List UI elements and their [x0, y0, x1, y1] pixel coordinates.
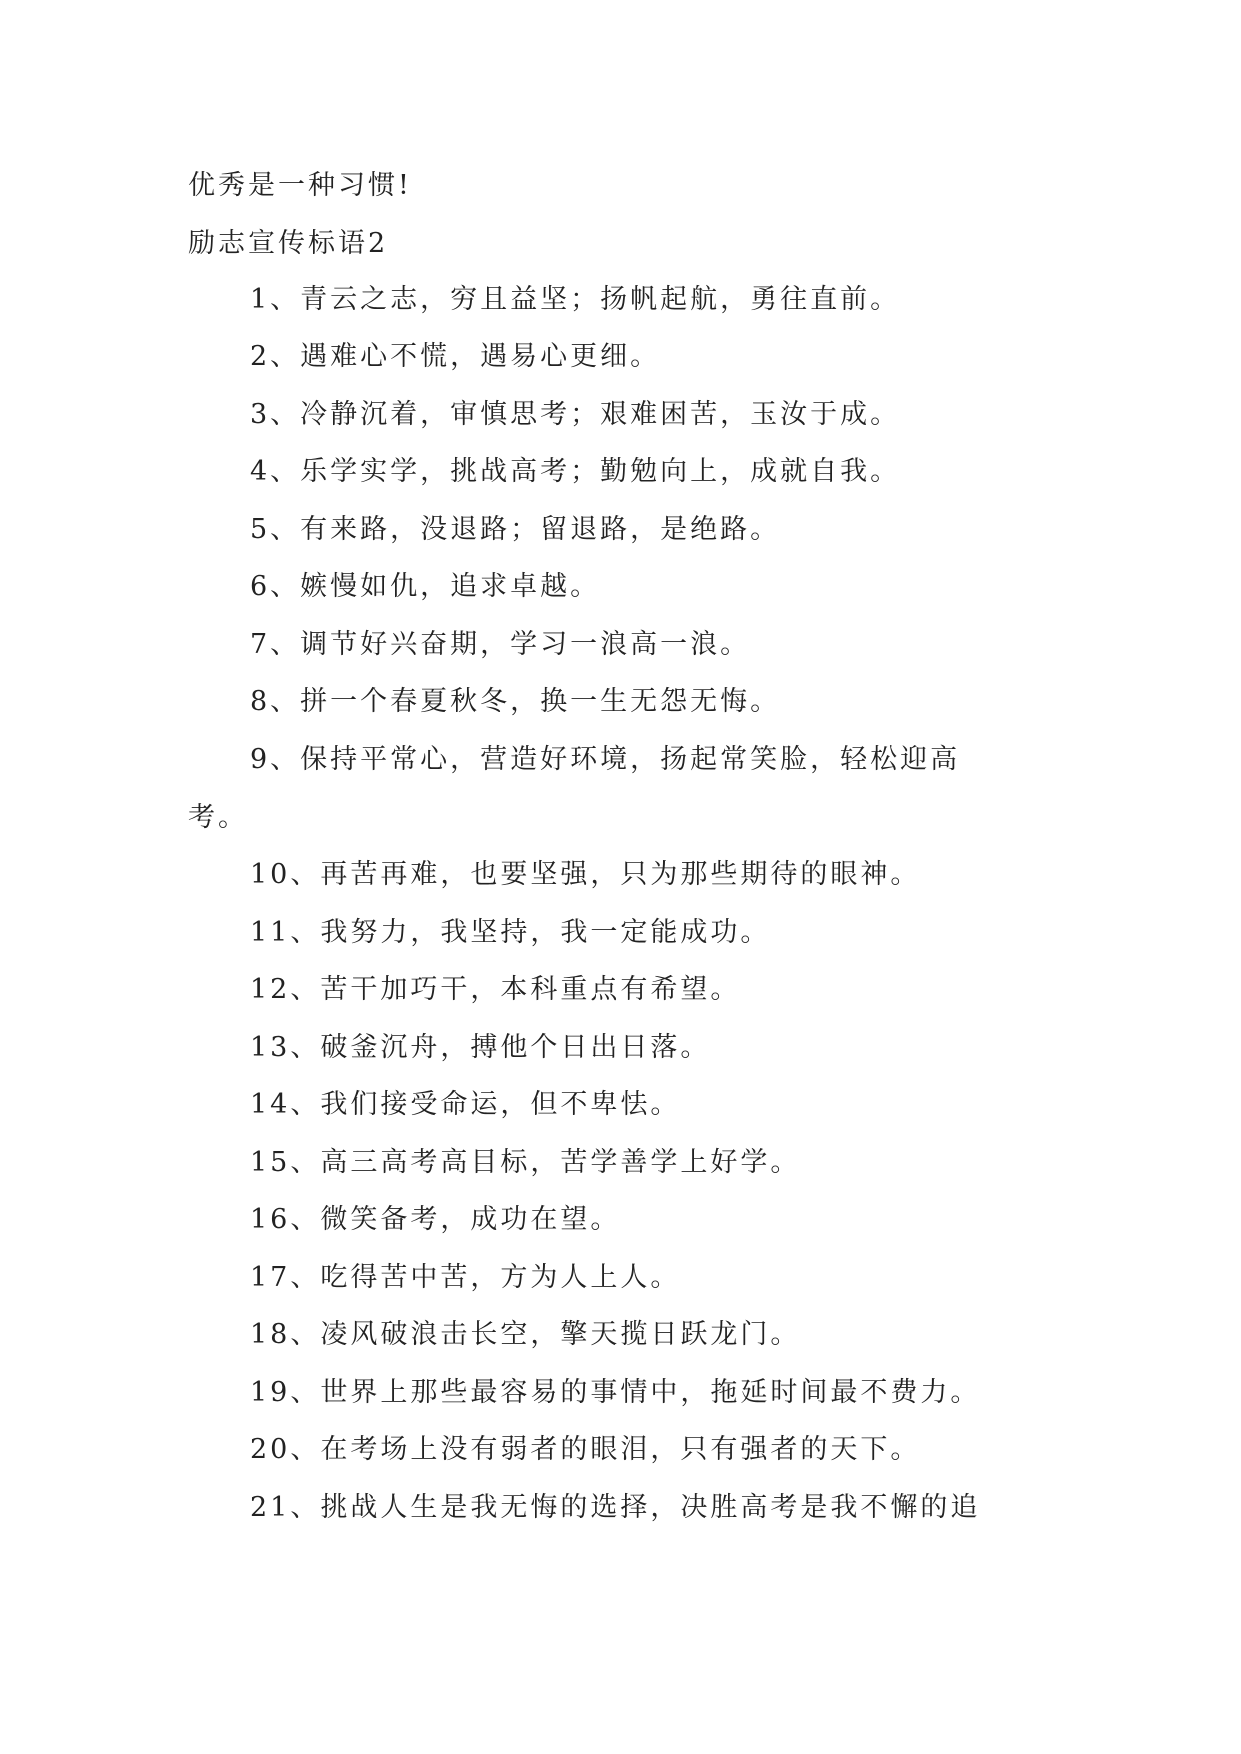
list-item: 11、我努力，我坚持，我一定能成功。 — [250, 917, 771, 948]
list-item: 9、保持平常心，营造好环境，扬起常笑脸，轻松迎高 — [250, 744, 961, 775]
list-item: 21、挑战人生是我无悔的选择，决胜高考是我不懈的追 — [250, 1492, 981, 1523]
list-item: 2、遇难心不慌，遇易心更细。 — [250, 341, 661, 372]
list-item: 4、乐学实学，挑战高考；勤勉向上，成就自我。 — [250, 456, 901, 487]
list-item: 12、苦干加巧干，本科重点有希望。 — [250, 974, 741, 1005]
list-item: 16、微笑备考，成功在望。 — [250, 1204, 621, 1235]
list-item: 13、破釜沉舟，搏他个日出日落。 — [250, 1032, 711, 1063]
list-item: 6、嫉慢如仇，追求卓越。 — [250, 571, 601, 602]
list-item: 10、再苦再难，也要坚强，只为那些期待的眼神。 — [250, 859, 921, 890]
list-item: 8、拼一个春夏秋冬，换一生无怨无悔。 — [250, 686, 781, 717]
list-item: 15、高三高考高目标，苦学善学上好学。 — [250, 1147, 801, 1178]
list-item: 19、世界上那些最容易的事情中，拖延时间最不费力。 — [250, 1377, 981, 1408]
list-item: 18、凌风破浪击长空，擎天揽日跃龙门。 — [250, 1319, 801, 1350]
list-item-continuation: 考。 — [188, 802, 248, 833]
intro-line: 优秀是一种习惯! — [188, 170, 412, 201]
list-item: 5、有来路，没退路；留退路，是绝路。 — [250, 514, 781, 545]
list-item: 3、冷静沉着，审慎思考；艰难困苦，玉汝于成。 — [250, 399, 901, 430]
list-item: 20、在考场上没有弱者的眼泪，只有强者的天下。 — [250, 1434, 921, 1465]
list-item: 14、我们接受命运，但不卑怯。 — [250, 1089, 681, 1120]
section-title: 励志宣传标语2 — [188, 228, 389, 259]
list-item: 7、调节好兴奋期，学习一浪高一浪。 — [250, 629, 751, 660]
list-item: 17、吃得苦中苦，方为人上人。 — [250, 1262, 681, 1293]
list-item: 1、青云之志，穷且益坚；扬帆起航，勇往直前。 — [250, 284, 901, 315]
